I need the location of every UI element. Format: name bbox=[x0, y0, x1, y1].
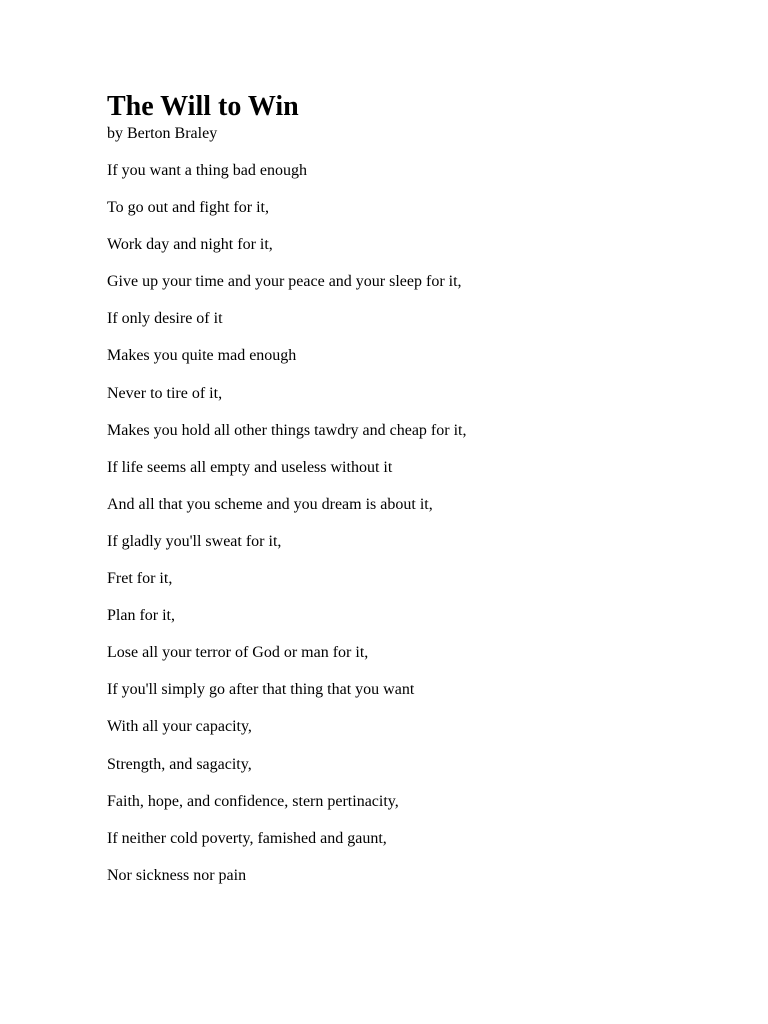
poem-line: Strength, and sagacity, bbox=[107, 755, 252, 773]
poem-title: The Will to Win bbox=[107, 91, 299, 122]
poem-line: If only desire of it bbox=[107, 310, 223, 328]
poem-line: Fret for it, bbox=[107, 570, 173, 588]
poem-line: Faith, hope, and confidence, stern pertinacity, bbox=[107, 792, 399, 810]
poem-line: Give up your time and your peace and your sleep for it, bbox=[107, 273, 462, 291]
poem-line: Plan for it, bbox=[107, 607, 175, 625]
poem-line: If life seems all empty and useless without it bbox=[107, 458, 393, 476]
poem-line: Work day and night for it, bbox=[107, 236, 273, 254]
poem-line: Never to tire of it, bbox=[107, 384, 223, 402]
poem-line: Nor sickness nor pain bbox=[107, 866, 247, 884]
poem-line: If you want a thing bad enough bbox=[107, 162, 307, 179]
poem-line: With all your capacity, bbox=[107, 718, 252, 736]
poem-line: Makes you quite mad enough bbox=[107, 347, 297, 365]
poem-author: by Berton Braley bbox=[107, 125, 218, 142]
poem-line: To go out and fight for it, bbox=[107, 199, 269, 217]
poem-line: Lose all your terror of God or man for it, bbox=[107, 644, 369, 662]
poem-line: Makes you hold all other things tawdry and cheap for it, bbox=[107, 421, 467, 439]
poem-line: And all that you scheme and you dream is about it, bbox=[107, 495, 433, 513]
poem-line: If neither cold poverty, famished and gaunt, bbox=[107, 829, 387, 847]
poem-line: If gladly you'll sweat for it, bbox=[107, 532, 282, 550]
poem-line: If you'll simply go after that thing that you want bbox=[107, 681, 415, 699]
poem-body bbox=[107, 161, 466, 903]
